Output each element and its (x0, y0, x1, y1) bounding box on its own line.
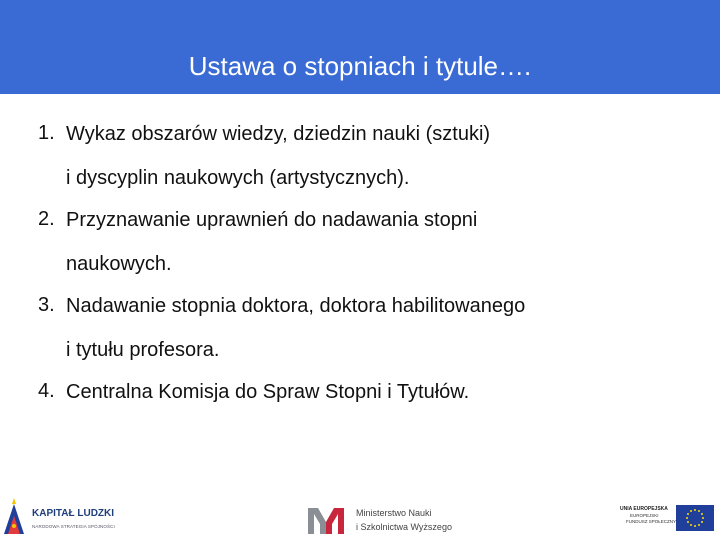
list-item (38, 294, 698, 362)
kapital-ludzki-subtitle: NARODOWA STRATEGIA SPÓJNOŚCI (32, 524, 115, 529)
list-item-number: 2. (38, 208, 55, 230)
slide-title: Ustawa o stopniach i tytule…. (188, 51, 532, 81)
slide-header (0, 0, 720, 94)
list-item-text: i tytułu profesora. (66, 339, 220, 361)
list-item-number: 1. (38, 122, 55, 144)
eu-flag-icon (676, 505, 714, 531)
eu-logo (616, 504, 716, 532)
list-item (38, 208, 698, 276)
list-item-text: Nadawanie stopnia doktora, doktora habilitowanego (66, 295, 526, 317)
list-item (38, 380, 698, 404)
kapital-ludzki-logo (2, 498, 122, 536)
list-item-text: Przyznawanie uprawnień do nadawania stopni (66, 209, 478, 231)
list-item-number: 3. (38, 294, 55, 316)
ministry-mark-icon (306, 506, 346, 534)
list-item-text: Wykaz obszarów wiedzy, dziedzin nauki (sztuki) (66, 123, 491, 145)
ministry-name-line2: i Szkolnictwa Wyższego (356, 522, 452, 532)
eu-text-line1: UNIA EUROPEJSKA (620, 506, 668, 512)
content-list (38, 122, 698, 422)
list-item (38, 122, 698, 190)
ministry-name-line1: Ministerstwo Nauki (356, 508, 432, 518)
list-item-text: Centralna Komisja do Spraw Stopni i Tytułów. (66, 381, 470, 403)
list-item-text: i dyscyplin naukowych (artystycznych). (66, 167, 410, 189)
ministry-logo (306, 502, 456, 536)
list-item-text: naukowych. (66, 253, 172, 275)
eu-text-line3: FUNDUSZ SPOŁECZNY (626, 519, 677, 524)
eu-text-line2: EUROPEJSKI (630, 513, 659, 518)
kapital-ludzki-title: KAPITAŁ LUDZKI (32, 508, 115, 519)
kapital-ludzki-mark-icon (2, 498, 26, 536)
logo-footer (0, 492, 720, 540)
list-item-number: 4. (38, 380, 55, 402)
